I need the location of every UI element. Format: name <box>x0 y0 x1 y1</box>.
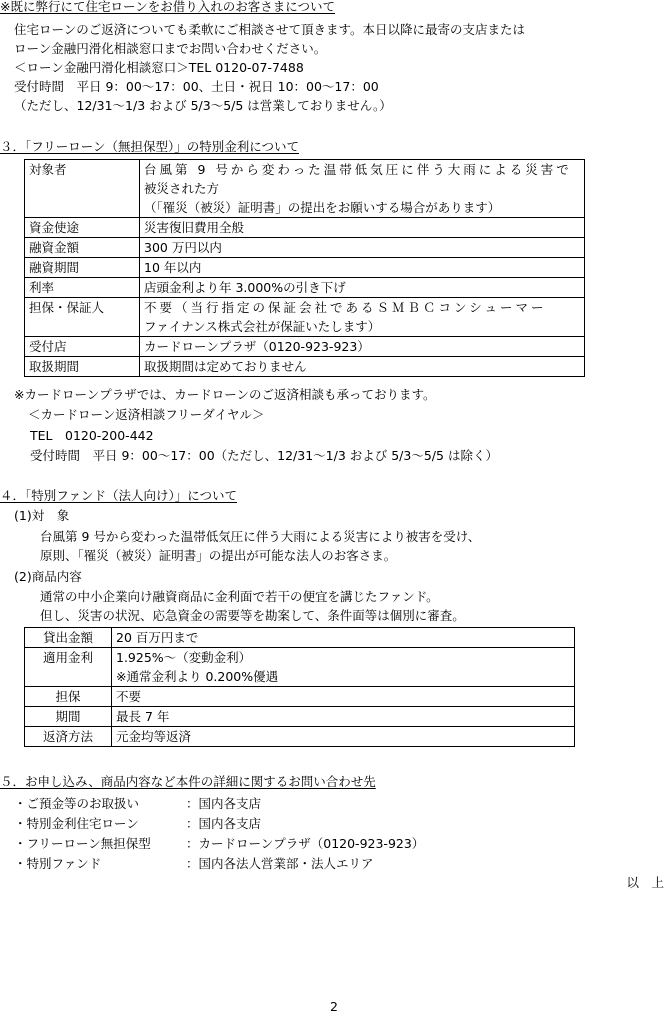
contact-item-value: ：国内各支店 <box>186 796 262 811</box>
closing-mark: 以 上 <box>626 875 664 890</box>
table-row <box>25 648 575 687</box>
page-number: 2 <box>330 999 338 1014</box>
row-label: 対象者 <box>25 160 140 218</box>
row-label: 担保 <box>25 687 112 707</box>
row-value: 不要 <box>112 687 575 707</box>
contact-item-value: ：国内各支店 <box>186 816 262 831</box>
consultation-desk-tel: ＜ローン金融円滑化相談窓口＞TEL 0120-07-7488 <box>14 60 304 75</box>
contact-item-label: ・ご預金等のお取扱い <box>14 796 140 811</box>
target-description: 台風第 9 号から変わった温帯低気圧に伴う大雨による災害により被害を受け、 <box>40 529 481 544</box>
freedial-hours: 受付時間 平日 9：00～17：00（ただし、12/31～1/3 および 5/3～5/5 は除く） <box>30 448 498 463</box>
row-label: 担保・保証人 <box>25 298 140 337</box>
row-value: 1.925%～（変動金利） ※通常金利より 0.200%優遇 <box>112 648 575 687</box>
row-label: 受付店 <box>25 337 140 357</box>
table-row <box>25 238 585 258</box>
row-label: 貸出金額 <box>25 628 112 648</box>
row-value: 台風第 9 号から変わった温帯低気圧に伴う大雨による災害で 被災された方 （「罹災（被災）証明書」の提出をお願いする場合があります） <box>140 160 585 218</box>
row-label: 期間 <box>25 707 112 727</box>
table-row <box>25 337 585 357</box>
contact-item-value: ：カードローンプラザ（0120-923-923） <box>186 836 425 851</box>
closed-days-note: （ただし、12/31～1/3 および 5/3～5/5 は営業しておりません。） <box>14 98 392 113</box>
freedial-tel: TEL 0120-200-442 <box>30 428 154 443</box>
row-value: 最長 7 年 <box>112 707 575 727</box>
target-subheading: (1)対 象 <box>14 508 70 523</box>
row-label: 資金使途 <box>25 218 140 238</box>
row-label: 適用金利 <box>25 648 112 687</box>
row-label: 返済方法 <box>25 727 112 747</box>
row-label: 利率 <box>25 278 140 298</box>
special-fund-table <box>24 627 575 747</box>
freedial-title: ＜カードローン返済相談フリーダイヤル＞ <box>28 407 265 422</box>
row-value: カードローンプラザ（0120-923-923） <box>140 337 585 357</box>
section5-heading: ５．お申し込み、商品内容など本件の詳細に関するお問い合わせ先 <box>0 774 376 789</box>
row-label: 融資期間 <box>25 258 140 278</box>
table-row <box>25 218 585 238</box>
section4-heading: ４．「特別ファンド（法人向け）」について <box>0 488 238 503</box>
table-row <box>25 687 575 707</box>
existing-loan-line: 住宅ローンのご返済についても柔軟にご相談させて頂きます。本日以降に最寄の支店または <box>14 22 526 37</box>
product-description: 通常の中小企業向け融資商品に金利面で若干の便宜を講じたファンド。 <box>40 589 439 604</box>
row-value: 災害復旧費用全般 <box>140 218 585 238</box>
table-row <box>25 357 585 377</box>
row-value: 店頭金利より年 3.000%の引き下げ <box>140 278 585 298</box>
existing-loan-line: ローン金融円滑化相談窓口までお問い合わせください。 <box>14 41 327 56</box>
row-label: 融資金額 <box>25 238 140 258</box>
contact-item-label: ・特別金利住宅ローン <box>14 816 139 831</box>
reception-hours: 受付時間 平日 9：00～17：00、土日・祝日 10：00～17：00 <box>14 79 379 94</box>
row-label: 取扱期間 <box>25 357 140 377</box>
row-value: 不要（当行指定の保証会社であるＳＭＢＣコンシューマー ファイナンス株式会社が保証いたします） <box>140 298 585 337</box>
existing-loan-title: ※既に弊行にて住宅ローンをお借り入れのお客さまについて <box>0 0 335 14</box>
row-value: 10 年以内 <box>140 258 585 278</box>
table-row <box>25 258 585 278</box>
contact-item-label: ・フリーローン無担保型 <box>14 836 151 851</box>
row-value: 300 万円以内 <box>140 238 585 258</box>
table-row <box>25 160 585 218</box>
section3-heading: ３．「フリーローン（無担保型）」の特別金利について <box>0 139 300 154</box>
product-description: 但し、災害の状況、応急資金の需要等を勘案して、条件面等は個別に審査。 <box>40 608 465 623</box>
table-row <box>25 298 585 337</box>
contact-item-label: ・特別ファンド <box>14 856 102 871</box>
table-row <box>25 707 575 727</box>
row-value: 20 百万円まで <box>112 628 575 648</box>
table-row <box>25 278 585 298</box>
target-description: 原則、「罹災（被災）証明書」の提出が可能な法人のお客さま。 <box>40 548 397 563</box>
card-loan-note: ※カードローンプラザでは、カードローンのご返済相談も承っております。 <box>14 387 436 402</box>
contact-item-value: ：国内各法人営業部・法人エリア <box>186 856 374 871</box>
product-subheading: (2)商品内容 <box>14 569 82 584</box>
table-row <box>25 727 575 747</box>
table-row <box>25 628 575 648</box>
row-value: 元金均等返済 <box>112 727 575 747</box>
free-loan-table <box>24 159 585 377</box>
row-value: 取扱期間は定めておりません <box>140 357 585 377</box>
